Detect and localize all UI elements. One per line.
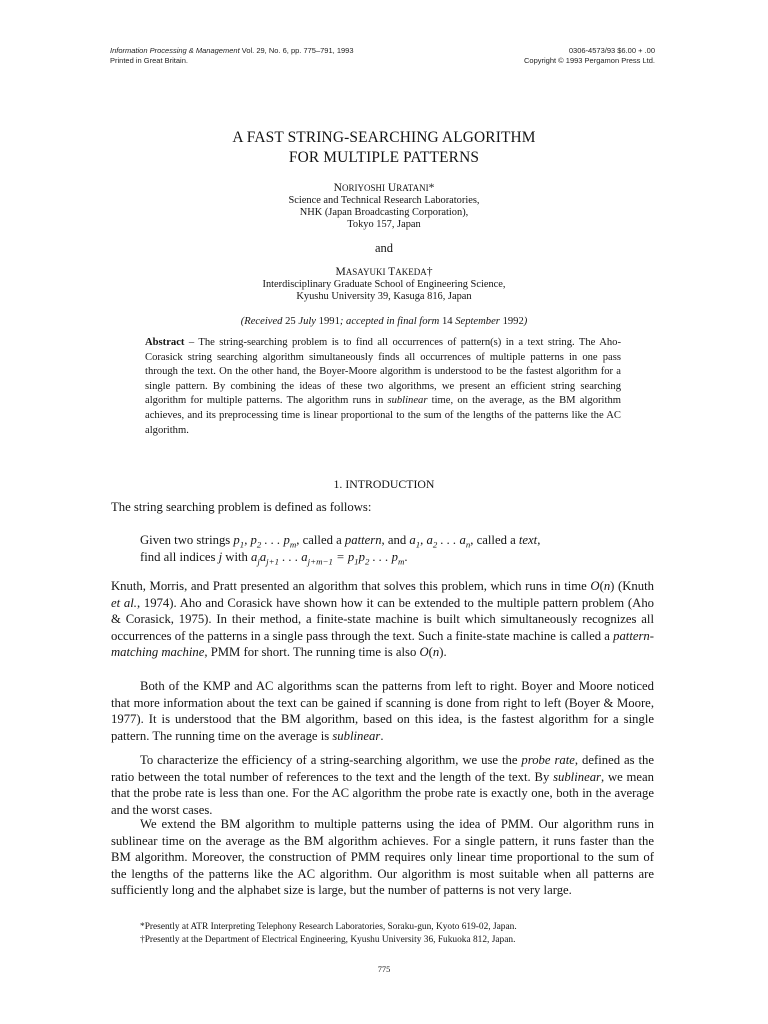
pattern-formula: $p_1$, $p_2$ . . . $p_m$ (233, 533, 297, 550)
intro-sentence: The string searching problem is defined as follows: (111, 500, 372, 514)
printed-note: Printed in Great Britain. (110, 55, 188, 65)
title-line-2: FOR MULTIPLE PATTERNS (288, 149, 480, 166)
and-separator: and (374, 241, 394, 255)
problem-definition (140, 532, 660, 566)
footnote: *Presently at ATR Interpreting Telephony Research Laboratories, Soraku-gun, Kyoto 619-02, Japan. (140, 922, 517, 932)
author-2-affiliation-line: Kyushu University 39, Kasuga 816, Japan (296, 291, 472, 302)
author-2-name: MASAYUKI TAKEDA† (335, 265, 433, 278)
paragraph-1: Knuth, Morris, and Pratt presented an algorithm that solves this problem, which runs in time O(n) (Knuth et al., 1974). Aho and Corasick have shown how it can be extended to the multiple pattern problem (Aho & Corasick, 1975). In their method, a finite-state machine is built which simultaneously recognizes all occurrences of the patterns in a single pass through the text. Such a finite-state machine is called a pattern-matching machine, PMM for short. The running time is also O(n). (111, 579, 655, 660)
author-1-name: NORIYOSHI URATANI* (333, 181, 435, 194)
author-2-block (0, 265, 768, 303)
section-heading: 1. INTRODUCTION (333, 477, 435, 491)
paragraph-3: To characterize the efficiency of a string-searching algorithm, we use the probe rate, defined as the ratio between the total number of references to the text and the length of the text. By sublinear, we mean that the probe rate is less than one. For the AC algorithm the probe rate is exactly one, both in the average and the worst cases. (111, 753, 654, 817)
paper-title (0, 128, 768, 168)
paragraph-4: We extend the BM algorithm to multiple patterns using the idea of PMM. Our algorithm runs in sublinear time on the average as the BM algorithm achieves. For a single pattern, it runs faster than the BM algorithm. Moreover, the construction of PMM requires only linear time proportional to the sum of the lengths of the patterns like the AC algorithm. Our algorithm is most suitable when all patterns are sufficiently long and the alphabet size is large, but the number of patterns is not very large. (111, 817, 654, 898)
footnote: †Presently at the Department of Electrical Engineering, Kyushu University 36, Fukuoka 812, Japan. (140, 935, 516, 946)
author-1-affiliation-line: NHK (Japan Broadcasting Corporation), (299, 207, 469, 218)
author-1-block (0, 181, 768, 231)
title-line-1: A FAST STRING-SEARCHING ALGORITHM (232, 129, 536, 146)
author-1-affiliation-line: Science and Technical Research Laboratories, (288, 195, 480, 206)
journal-copyright (524, 46, 655, 65)
definition-line-2: find all indices j with $a_ja_{j+1}$ . . . $a_{j+m-1} = p_1p_2$ . . . $p_m$. (140, 550, 408, 567)
abstract: Abstract – The string-searching problem is to find all occurrences of pattern(s) in a text string. The Aho-Corasick string searching algorithm simultaneously finds all occurrences of multiple patterns in one pass through the text. On the other hand, the Boyer-Moore algorithm is understood to be the fastest algorithm for a single pattern. By combining the ideas of these two algorithms, we present an efficient string searching algorithm for multiple patterns. The algorithm runs in sublinear time, on the average, as the BM algorithm achieves, and its preprocessing time is linear proportional to the sum of the lengths of the patterns like the AC algorithm. (145, 337, 621, 436)
abstract-label: Abstract (145, 337, 185, 348)
abstract-emphasis: sublinear (387, 395, 428, 407)
copyright-line: Copyright © 1993 Pergamon Press Ltd. (523, 55, 655, 65)
page-number: 775 (377, 965, 391, 974)
definition-line-1: Given two strings $p_1$, $p_2$ . . . $p_m$, called a pattern, and $a_1$, $a_2$ . . . $a_n$, called a text, (140, 533, 541, 550)
match-equation: $a_ja_{j+1}$ . . . $a_{j+m-1} = p_1p_2$ . . . $p_m$ (251, 550, 405, 567)
footnotes (140, 921, 660, 947)
received-dates: (Received 25 July 1991; accepted in final form 14 September 1992) (240, 316, 528, 327)
paragraph-2: Both of the KMP and AC algorithms scan the patterns from left to right. Boyer and Moore noticed that more information about the text can be gained if scanning is done from right to left (Boyer & Moore, 1977). It is understood that the BM algorithm, based on this idea, is the fastest algorithm for a single pattern. The running time on the average is sublinear. (111, 679, 654, 743)
journal-citation (110, 46, 354, 65)
volume-info: Vol. 29, No. 6, pp. 775–791, 1993 (241, 46, 354, 55)
author-1-affiliation-line: Tokyo 157, Japan (347, 219, 421, 230)
author-2-affiliation-line: Interdisciplinary Graduate School of Engineering Science, (262, 279, 506, 290)
text-formula: $a_1$, $a_2$ . . . $a_n$ (409, 533, 471, 550)
issn-price: 0306-4573/93 $6.00 + .00 (568, 46, 655, 55)
journal-name: Information Processing & Management (110, 46, 240, 55)
